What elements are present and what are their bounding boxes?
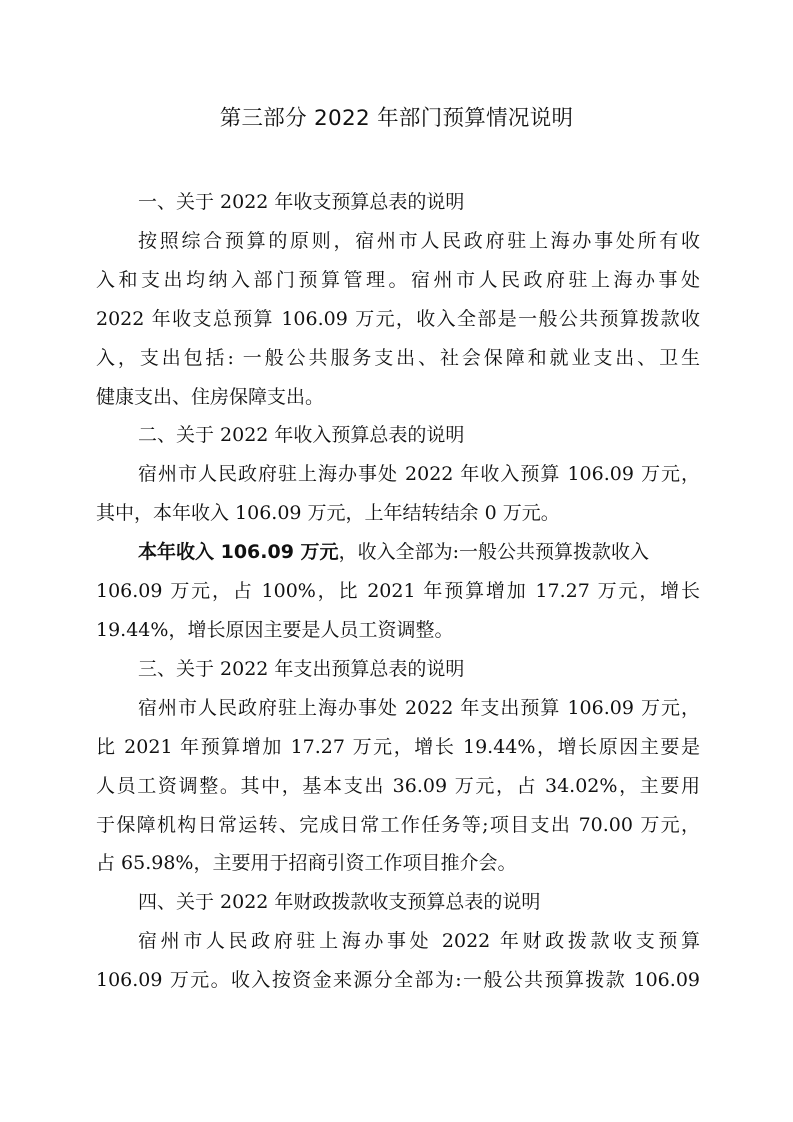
paragraph-line: 入，支出包括: 一般公共服务支出、社会保障和就业支出、卫生	[96, 346, 700, 369]
paragraph-line: 2022 年收支总预算 106.09 万元，收入全部是一般公共预算拨款收	[96, 307, 700, 330]
paragraph-line: 入和支出均纳入部门预算管理。宿州市人民政府驻上海办事处	[96, 268, 700, 291]
paragraph-line: 宿州市人民政府驻上海办事处 2022 年支出预算 106.09 万元，	[138, 696, 700, 719]
paragraph-line: 比 2021 年预算增加 17.27 万元，增长 19.44%，增长原因主要是	[96, 735, 700, 758]
section-heading-3: 三、关于 2022 年支出预算总表的说明	[138, 657, 465, 680]
paragraph-line: 宿州市人民政府驻上海办事处 2022 年财政拨款收支预算	[138, 930, 700, 953]
paragraph-line: 106.09 万元。收入按资金来源分全部为:一般公共预算拨款 106.09	[96, 969, 700, 992]
document-body	[96, 183, 700, 1000]
section-heading-1: 一、关于 2022 年收支预算总表的说明	[138, 191, 465, 213]
paragraph-line: 于保障机构日常运转、完成日常工作任务等;项目支出 70.00 万元，	[96, 813, 700, 836]
paragraph-line: 106.09 万元，占 100%，比 2021 年预算增加 17.27 万元，增长	[96, 580, 700, 603]
paragraph-line: 其中，本年收入 106.09 万元，上年结转结余 0 万元。	[96, 502, 560, 525]
paragraph-line-with-bold	[96, 533, 700, 572]
paragraph-line: 宿州市人民政府驻上海办事处 2022 年收入预算 106.09 万元，	[138, 463, 700, 486]
paragraph-line: 19.44%，增长原因主要是人员工资调整。	[96, 618, 454, 641]
section-heading-2: 二、关于 2022 年收入预算总表的说明	[138, 424, 465, 447]
page-title: 第三部分 2022 年部门预算情况说明	[219, 106, 574, 131]
section-heading-4: 四、关于 2022 年财政拨款收支预算总表的说明	[138, 891, 541, 914]
paragraph-line: 占 65.98%，主要用于招商引资工作项目推介会。	[96, 852, 517, 875]
bold-income-phrase: 本年收入 106.09 万元	[138, 541, 339, 564]
paragraph-line: 按照综合预算的原则，宿州市人民政府驻上海办事处所有收	[138, 229, 700, 252]
paragraph-line: 人员工资调整。其中，基本支出 36.09 万元，占 34.02%，主要用	[96, 774, 700, 797]
paragraph-line: 健康支出、住房保障支出。	[96, 385, 325, 408]
paragraph-line-text: ，收入全部为:一般公共预算拨款收入	[338, 541, 649, 564]
